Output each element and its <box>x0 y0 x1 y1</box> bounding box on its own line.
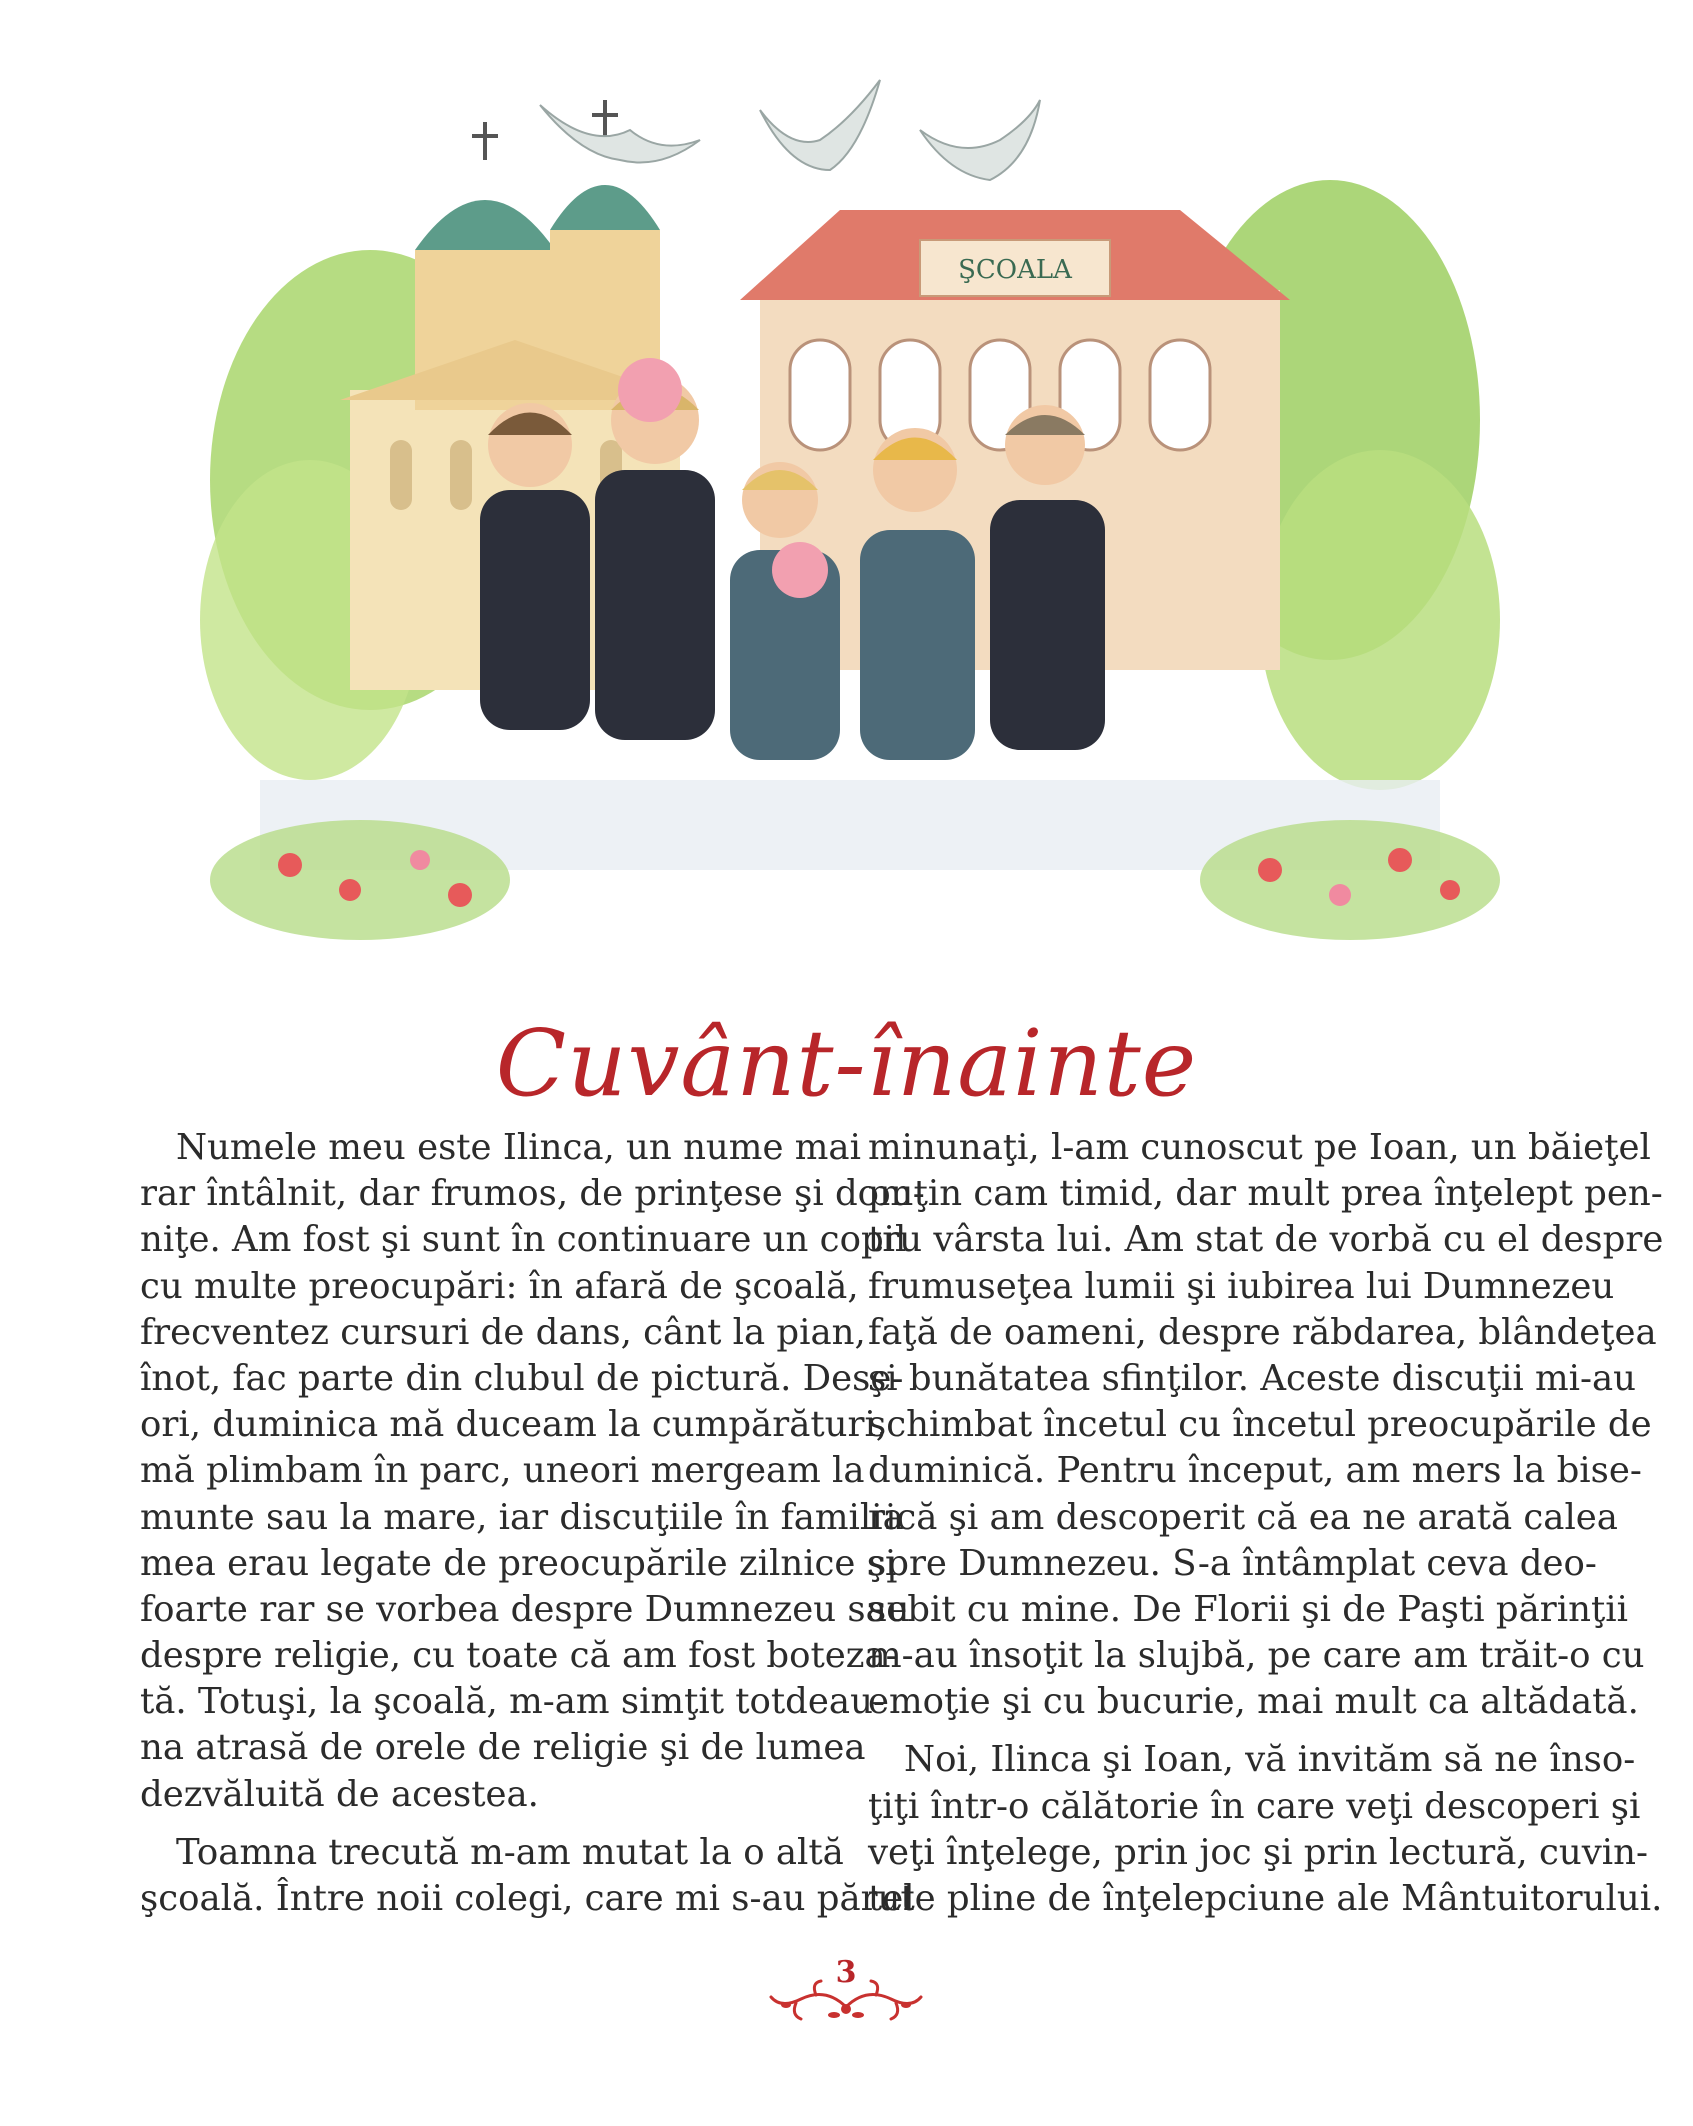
text-line: ori, duminica mă duceam la cumpărături, <box>140 1404 888 1446</box>
text-line: rar întâlnit, dar frumos, de prinţese şi dom- <box>140 1173 925 1215</box>
text-line: înot, fac parte din clubul de pictură. Dese- <box>140 1357 904 1399</box>
text-line: mea erau legate de preocupările zilnice şi <box>140 1542 897 1584</box>
right-column <box>868 1125 1664 1922</box>
text-line: ţiţi într-o călătorie în care veţi descoperi şi <box>868 1785 1641 1827</box>
text-line: Toamna trecută m-am mutat la o altă <box>176 1831 844 1873</box>
page-title: Cuvânt-înainte <box>495 1010 1198 1117</box>
text-line: duminică. Pentru început, am mers la bise- <box>868 1450 1642 1492</box>
text-line: schimbat încetul cu încetul preocupările de <box>868 1404 1652 1446</box>
left-column <box>140 1125 925 1922</box>
text-line: tru vârsta lui. Am stat de vorbă cu el despre <box>868 1219 1664 1261</box>
text-line: munte sau la mare, iar discuţiile în familia <box>140 1496 904 1538</box>
text-line: sebit cu mine. De Florii şi de Paşti părinţii <box>868 1588 1628 1630</box>
text-line: foarte rar se vorbea despre Dumnezeu sau <box>140 1588 910 1630</box>
page-number: 3 <box>835 1955 857 1990</box>
text-line: minunaţi, l-am cunoscut pe Ioan, un băieţel <box>868 1127 1651 1168</box>
text-line: şi bunătatea sfinţilor. Aceste discuţii mi-au <box>868 1357 1637 1399</box>
text-line: Noi, Ilinca şi Ioan, vă invităm să ne înso- <box>904 1739 1636 1781</box>
text-line: despre religie, cu toate că am fost boteza- <box>140 1635 898 1677</box>
illustration <box>200 60 1500 980</box>
text-line: frumuseţea lumii şi iubirea lui Dumnezeu <box>868 1265 1615 1307</box>
text-line: m-au însoţit la slujbă, pe care am trăit-o cu <box>868 1635 1645 1677</box>
text-line: frecventez cursuri de dans, cânt la pian, <box>140 1311 866 1353</box>
page-footer <box>766 1955 926 2035</box>
dove-icon <box>540 80 1040 180</box>
text-line: Numele meu este Ilinca, un nume mai <box>176 1127 861 1168</box>
text-line: niţe. Am fost şi sunt în continuare un copil <box>140 1219 907 1261</box>
text-line: spre Dumnezeu. S-a întâmplat ceva deo- <box>868 1542 1597 1584</box>
text-line: şcoală. Între noii colegi, care mi s-au părut <box>140 1878 915 1919</box>
text-line: mă plimbam în parc, uneori mergeam la <box>140 1450 865 1492</box>
school-sign: ŞCOALA <box>958 255 1072 285</box>
text-line: puţin cam timid, dar mult prea înţelept pen- <box>868 1173 1663 1215</box>
text-line: dezvăluită de acestea. <box>140 1773 539 1815</box>
text-line: emoţie şi cu bucurie, mai mult ca altădată. <box>868 1681 1639 1723</box>
text-line: veţi înţelege, prin joc şi prin lectură, cuvin- <box>868 1831 1649 1873</box>
text-line: tă. Totuşi, la şcoală, m-am simţit totdeau- <box>140 1681 885 1723</box>
text-line: cu multe preocupări: în afară de şcoală, <box>140 1265 859 1307</box>
floral-ornament-icon <box>766 1977 926 2027</box>
text-line: faţă de oameni, despre răbdarea, blândeţea <box>868 1311 1657 1353</box>
text-line: tele pline de înţelepciune ale Mântuitorului. <box>868 1878 1663 1919</box>
text-line: rică şi am descoperit că ea ne arată calea <box>868 1496 1618 1538</box>
text-line: na atrasă de orele de religie şi de lumea <box>140 1727 866 1769</box>
